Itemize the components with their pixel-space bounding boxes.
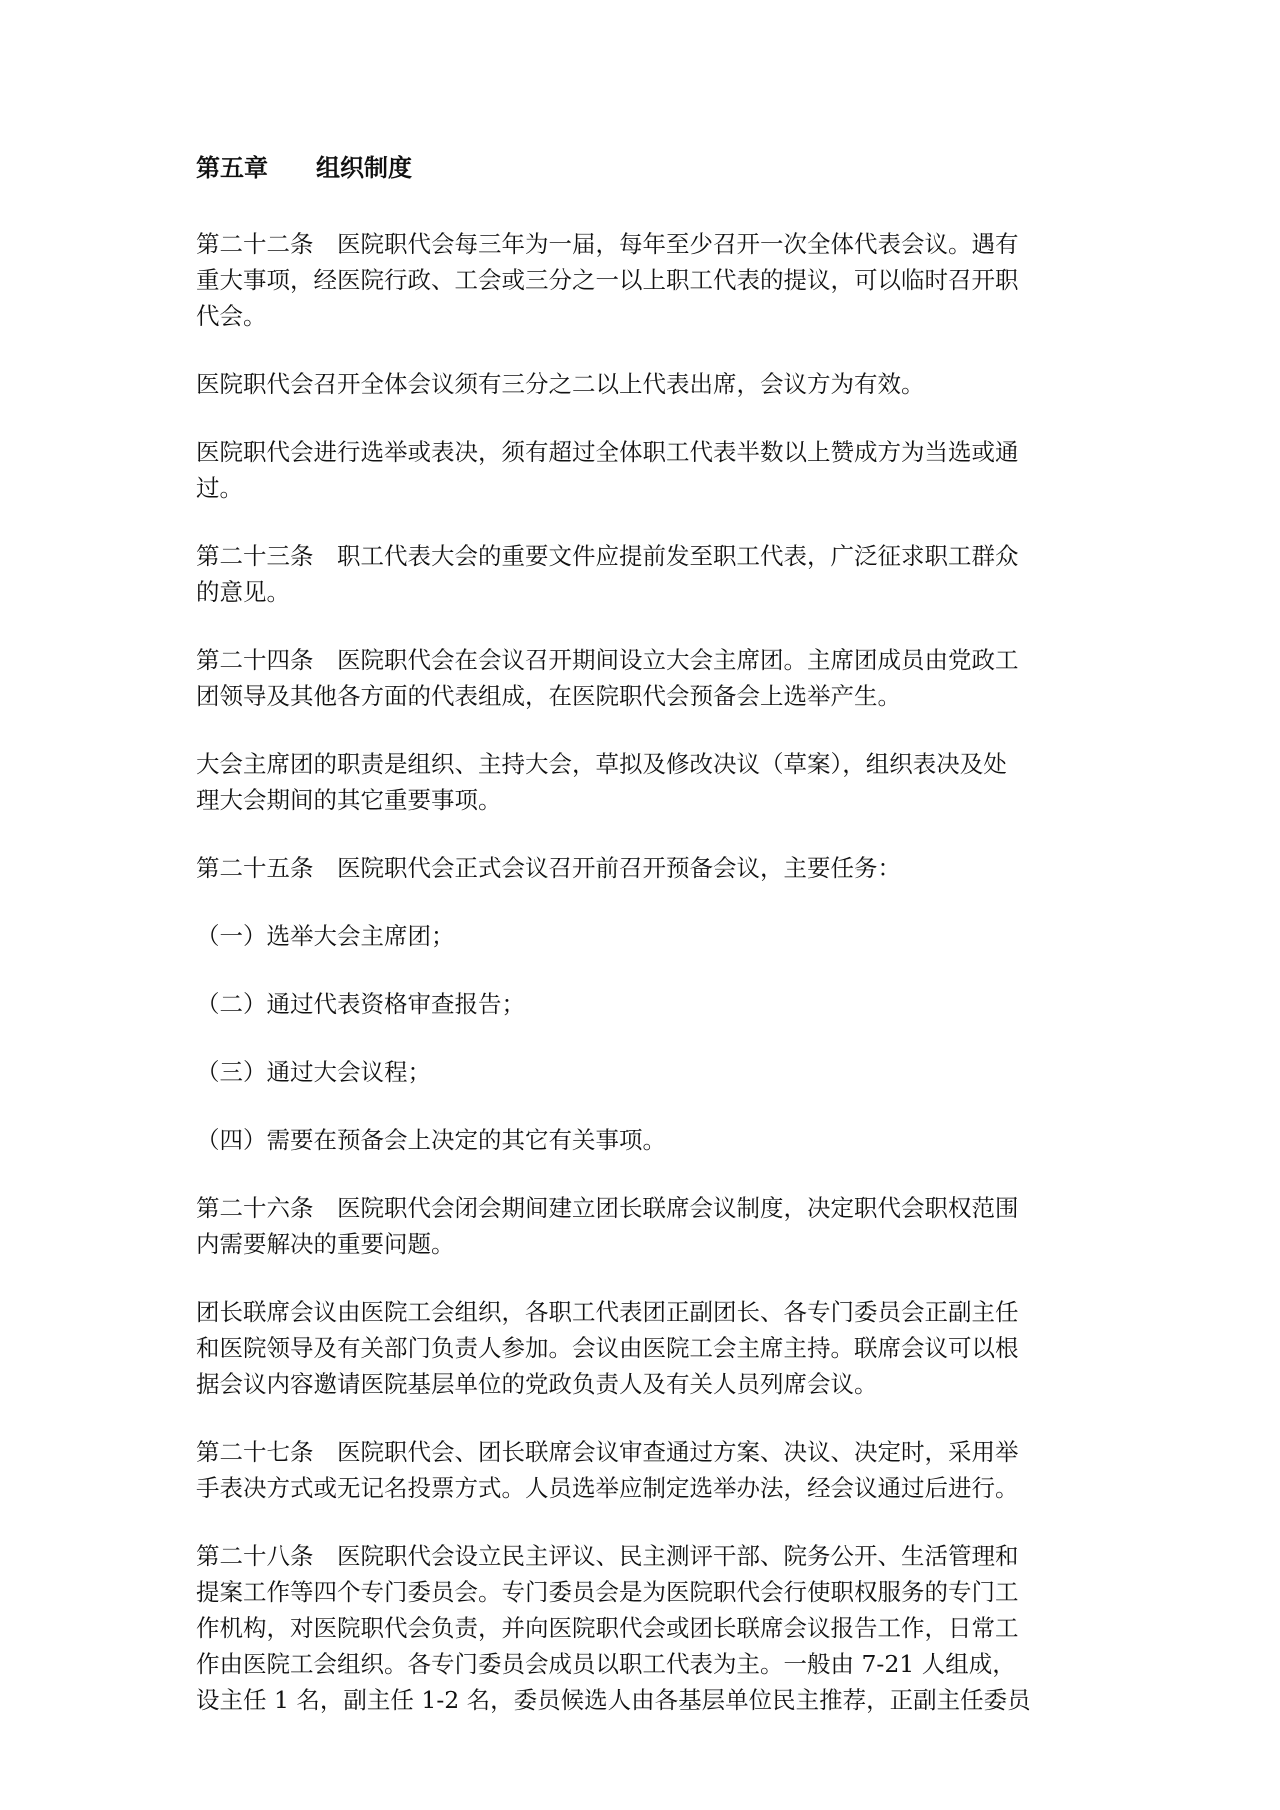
paragraph-line: 重大事项，经医院行政、工会或三分之一以上职工代表的提议，可以临时召开职 — [196, 266, 1019, 294]
paragraph — [196, 850, 1096, 886]
chapter-title: 第五章 组织制度 — [196, 154, 412, 182]
paragraph — [196, 1434, 1096, 1506]
paragraph — [196, 1294, 1096, 1402]
paragraph-line: （一）选举大会主席团； — [196, 922, 455, 950]
paragraph — [196, 538, 1096, 610]
paragraph — [196, 366, 1096, 402]
paragraph-line: 过。 — [196, 474, 243, 502]
paragraph-line: 第二十二条 医院职代会每三年为一届，每年至少召开一次全体代表会议。遇有 — [196, 230, 1019, 258]
paragraph-line: 提案工作等四个专门委员会。专门委员会是为医院职代会行使职权服务的专门工 — [196, 1578, 1019, 1606]
paragraph-list — [196, 226, 1096, 1718]
paragraph-line: 第二十八条 医院职代会设立民主评议、民主测评干部、院务公开、生活管理和 — [196, 1542, 1019, 1570]
paragraph — [196, 1054, 1096, 1090]
paragraph — [196, 1190, 1096, 1262]
paragraph — [196, 226, 1096, 334]
paragraph — [196, 1122, 1096, 1158]
paragraph — [196, 746, 1096, 818]
paragraph-line: 团领导及其他各方面的代表组成，在医院职代会预备会上选举产生。 — [196, 682, 901, 710]
paragraph-line: 手表决方式或无记名投票方式。人员选举应制定选举办法，经会议通过后进行。 — [196, 1474, 1019, 1502]
paragraph-line: 内需要解决的重要问题。 — [196, 1230, 455, 1258]
paragraph-line: （四）需要在预备会上决定的其它有关事项。 — [196, 1126, 666, 1154]
paragraph-line: （三）通过大会议程； — [196, 1058, 431, 1086]
paragraph-line: 团长联席会议由医院工会组织，各职工代表团正副团长、各专门委员会正副主任 — [196, 1298, 1019, 1326]
paragraph — [196, 1538, 1096, 1718]
paragraph-line: 第二十五条 医院职代会正式会议召开前召开预备会议，主要任务： — [196, 854, 901, 882]
paragraph-line: 医院职代会进行选举或表决，须有超过全体职工代表半数以上赞成方为当选或通 — [196, 438, 1019, 466]
paragraph — [196, 986, 1096, 1022]
paragraph-line: 的意见。 — [196, 578, 290, 606]
paragraph-line: 和医院领导及有关部门负责人参加。会议由医院工会主席主持。联席会议可以根 — [196, 1334, 1019, 1362]
paragraph — [196, 642, 1096, 714]
paragraph-line: 设主任 1 名，副主任 1-2 名，委员候选人由各基层单位民主推荐，正副主任委员 — [196, 1686, 1031, 1714]
paragraph-line: 第二十三条 职工代表大会的重要文件应提前发至职工代表，广泛征求职工群众 — [196, 542, 1019, 570]
paragraph — [196, 918, 1096, 954]
paragraph-line: 据会议内容邀请医院基层单位的党政负责人及有关人员列席会议。 — [196, 1370, 878, 1398]
paragraph-line: 代会。 — [196, 302, 267, 330]
paragraph-line: 理大会期间的其它重要事项。 — [196, 786, 502, 814]
paragraph-line: 第二十七条 医院职代会、团长联席会议审查通过方案、决议、决定时，采用举 — [196, 1438, 1019, 1466]
paragraph-line: 大会主席团的职责是组织、主持大会，草拟及修改决议（草案），组织表决及处 — [196, 750, 1007, 778]
document-body — [196, 150, 1096, 1750]
paragraph-line: 第二十六条 医院职代会闭会期间建立团长联席会议制度，决定职代会职权范围 — [196, 1194, 1019, 1222]
paragraph-line: 第二十四条 医院职代会在会议召开期间设立大会主席团。主席团成员由党政工 — [196, 646, 1019, 674]
paragraph-line: 作由医院工会组织。各专门委员会成员以职工代表为主。一般由 7-21 人组成， — [196, 1650, 1016, 1678]
paragraph-line: 医院职代会召开全体会议须有三分之二以上代表出席，会议方为有效。 — [196, 370, 925, 398]
paragraph — [196, 434, 1096, 506]
paragraph-line: 作机构，对医院职代会负责，并向医院职代会或团长联席会议报告工作，日常工 — [196, 1614, 1019, 1642]
paragraph-line: （二）通过代表资格审查报告； — [196, 990, 525, 1018]
